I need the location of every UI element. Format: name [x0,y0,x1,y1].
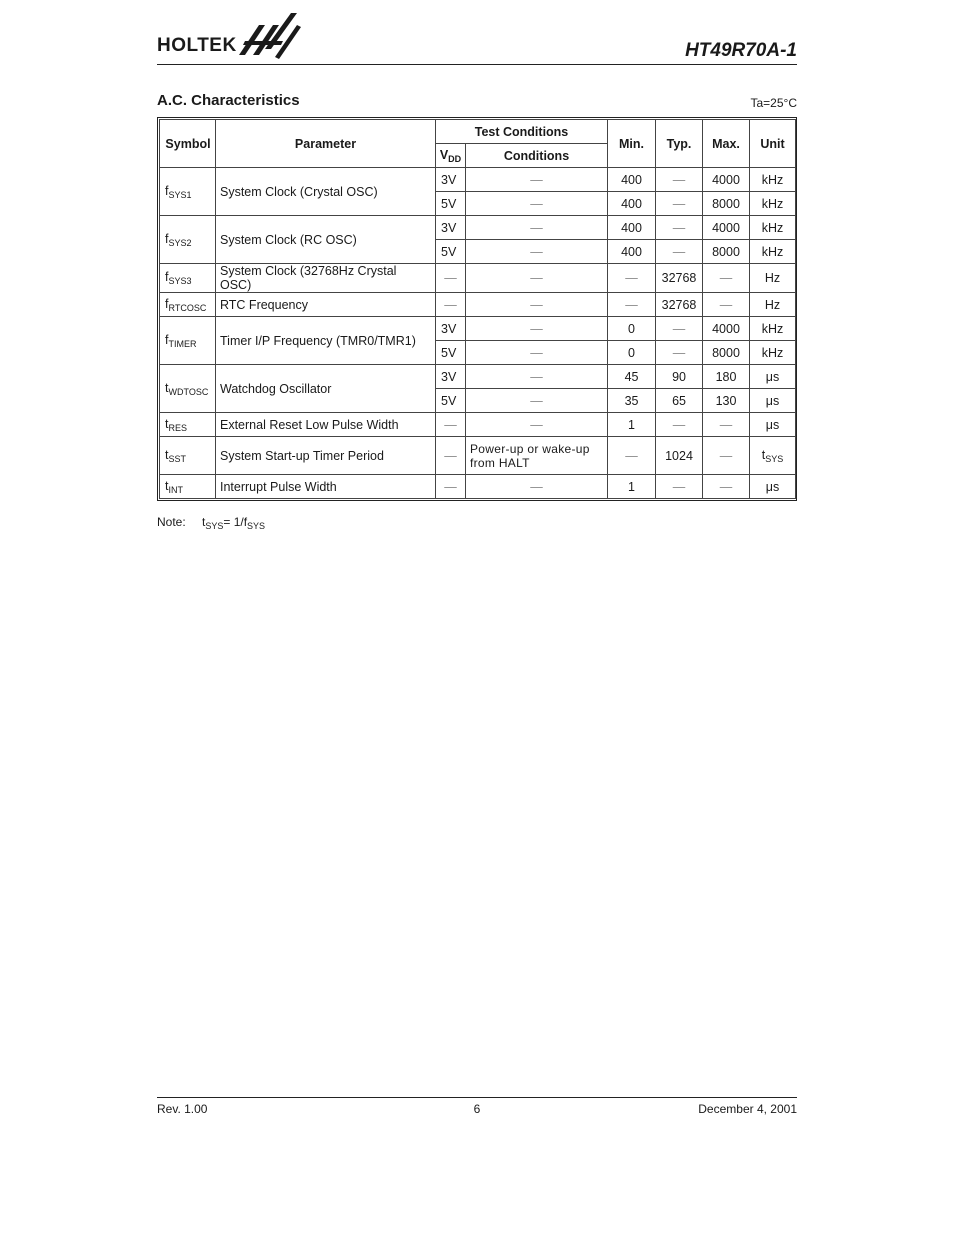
cell-min: 45 [608,365,656,389]
cell-vdd: 5V [436,192,466,216]
cell-parameter: RTC Frequency [216,293,436,317]
note-label: Note: [157,515,186,529]
cell-unit: μs [750,413,796,437]
header-vdd: $V_{DD}$ [436,144,466,168]
cell-min: 1 [608,413,656,437]
page-header [157,10,797,65]
cell-parameter: Interrupt Pulse Width [216,475,436,499]
cell-max: 130 [703,389,750,413]
ac-characteristics-table-frame [157,117,797,501]
cell-parameter: System Clock (Crystal OSC) [216,168,436,216]
cell-min: 400 [608,216,656,240]
cell-parameter: Timer I/P Frequency (TMR0/TMR1) [216,317,436,365]
cell-unit: kHz [750,192,796,216]
cell-min: 400 [608,240,656,264]
cell-min: 0 [608,341,656,365]
header-test-conditions: Test Conditions [436,120,608,144]
cell-conditions: — [466,264,608,293]
cell-max: — [703,413,750,437]
cell-symbol: $t_{RES}$ [160,413,216,437]
cell-typ: — [656,341,703,365]
cell-unit: μs [750,389,796,413]
cell-parameter: Watchdog Oscillator [216,365,436,413]
cell-conditions: — [466,216,608,240]
cell-min: 400 [608,192,656,216]
cell-typ: — [656,168,703,192]
cell-vdd: — [436,264,466,293]
revision: Rev. 1.00 [157,1102,208,1116]
document-title: HT49R70A-1 [685,40,797,61]
cell-symbol: $t_{INT}$ [160,475,216,499]
cell-vdd: 3V [436,216,466,240]
cell-typ: — [656,192,703,216]
cell-min: 1 [608,475,656,499]
cell-symbol: $f_{SYS2}$ [160,216,216,264]
cell-min: — [608,437,656,475]
cell-conditions: — [466,413,608,437]
cell-unit: μs [750,365,796,389]
cell-max: 8000 [703,240,750,264]
cell-unit: μs [750,475,796,499]
cell-conditions: — [466,192,608,216]
cell-min: — [608,264,656,293]
header-min: Min. [608,120,656,168]
cell-conditions: — [466,389,608,413]
table-row [160,168,796,192]
logo-text: HOLTEK [157,35,237,56]
cell-typ: — [656,240,703,264]
table-row [160,365,796,389]
table-row [160,264,796,293]
cell-vdd: 3V [436,317,466,341]
cell-max: 4000 [703,216,750,240]
header-conditions: Conditions [466,144,608,168]
cell-unit: $t_{SYS}$ [750,437,796,475]
cell-vdd: 3V [436,365,466,389]
cell-vdd: — [436,413,466,437]
cell-unit: kHz [750,341,796,365]
cell-vdd: 5V [436,341,466,365]
table-body [160,168,796,499]
cell-max: 180 [703,365,750,389]
table-note [157,515,265,531]
cell-parameter: System Clock (32768Hz Crystal OSC) [216,264,436,293]
cell-vdd: 5V [436,240,466,264]
cell-min: 400 [608,168,656,192]
header-typ: Typ. [656,120,703,168]
table-header-row [160,120,796,144]
header-symbol: Symbol [160,120,216,168]
table-row [160,293,796,317]
cell-conditions: — [466,365,608,389]
note-formula: $t_{SYS}= 1/f_{SYS}$ [202,515,266,531]
cell-unit: kHz [750,240,796,264]
ac-characteristics-table [159,119,796,499]
table-row [160,216,796,240]
cell-conditions: — [466,475,608,499]
cell-typ: 32768 [656,264,703,293]
cell-max: — [703,293,750,317]
cell-symbol: $f_{TIMER}$ [160,317,216,365]
header-unit: Unit [750,120,796,168]
cell-typ: 90 [656,365,703,389]
cell-min: — [608,293,656,317]
holtek-mark-icon [235,11,303,61]
header-max: Max. [703,120,750,168]
cell-max: — [703,264,750,293]
cell-parameter: System Start-up Timer Period [216,437,436,475]
cell-typ: 32768 [656,293,703,317]
table-row [160,413,796,437]
cell-typ: 65 [656,389,703,413]
cell-conditions: — [466,341,608,365]
cell-unit: Hz [750,293,796,317]
cell-min: 0 [608,317,656,341]
cell-vdd: — [436,475,466,499]
cell-typ: — [656,317,703,341]
cell-parameter: External Reset Low Pulse Width [216,413,436,437]
cell-max: 4000 [703,168,750,192]
holtek-logo [157,12,303,62]
cell-vdd: — [436,293,466,317]
table-row [160,437,796,475]
cell-symbol: $t_{SST}$ [160,437,216,475]
cell-typ: — [656,216,703,240]
cell-max: — [703,437,750,475]
cell-max: 4000 [703,317,750,341]
table-row [160,475,796,499]
cell-conditions: — [466,168,608,192]
cell-unit: kHz [750,216,796,240]
header-parameter: Parameter [216,120,436,168]
page-footer [157,1097,797,1116]
cell-max: 8000 [703,341,750,365]
cell-conditions: Power-up or wake-up from HALT [466,437,608,475]
cell-typ: — [656,413,703,437]
table-row [160,317,796,341]
ambient-temperature: Ta=25°C [750,96,797,110]
cell-unit: Hz [750,264,796,293]
cell-symbol: $f_{SYS3}$ [160,264,216,293]
cell-min: 35 [608,389,656,413]
page-number: 6 [473,1102,481,1116]
cell-vdd: 5V [436,389,466,413]
cell-typ: 1024 [656,437,703,475]
cell-vdd: 3V [436,168,466,192]
cell-vdd: — [436,437,466,475]
cell-symbol: $f_{RTCOSC}$ [160,293,216,317]
footer-date: December 4, 2001 [698,1102,797,1116]
cell-symbol: $t_{WDTOSC}$ [160,365,216,413]
cell-conditions: — [466,240,608,264]
cell-parameter: System Clock (RC OSC) [216,216,436,264]
cell-symbol: $f_{SYS1}$ [160,168,216,216]
cell-unit: kHz [750,168,796,192]
cell-max: — [703,475,750,499]
cell-typ: — [656,475,703,499]
cell-unit: kHz [750,317,796,341]
cell-max: 8000 [703,192,750,216]
cell-conditions: — [466,317,608,341]
section-title: A.C. Characteristics [157,92,300,109]
cell-conditions: — [466,293,608,317]
